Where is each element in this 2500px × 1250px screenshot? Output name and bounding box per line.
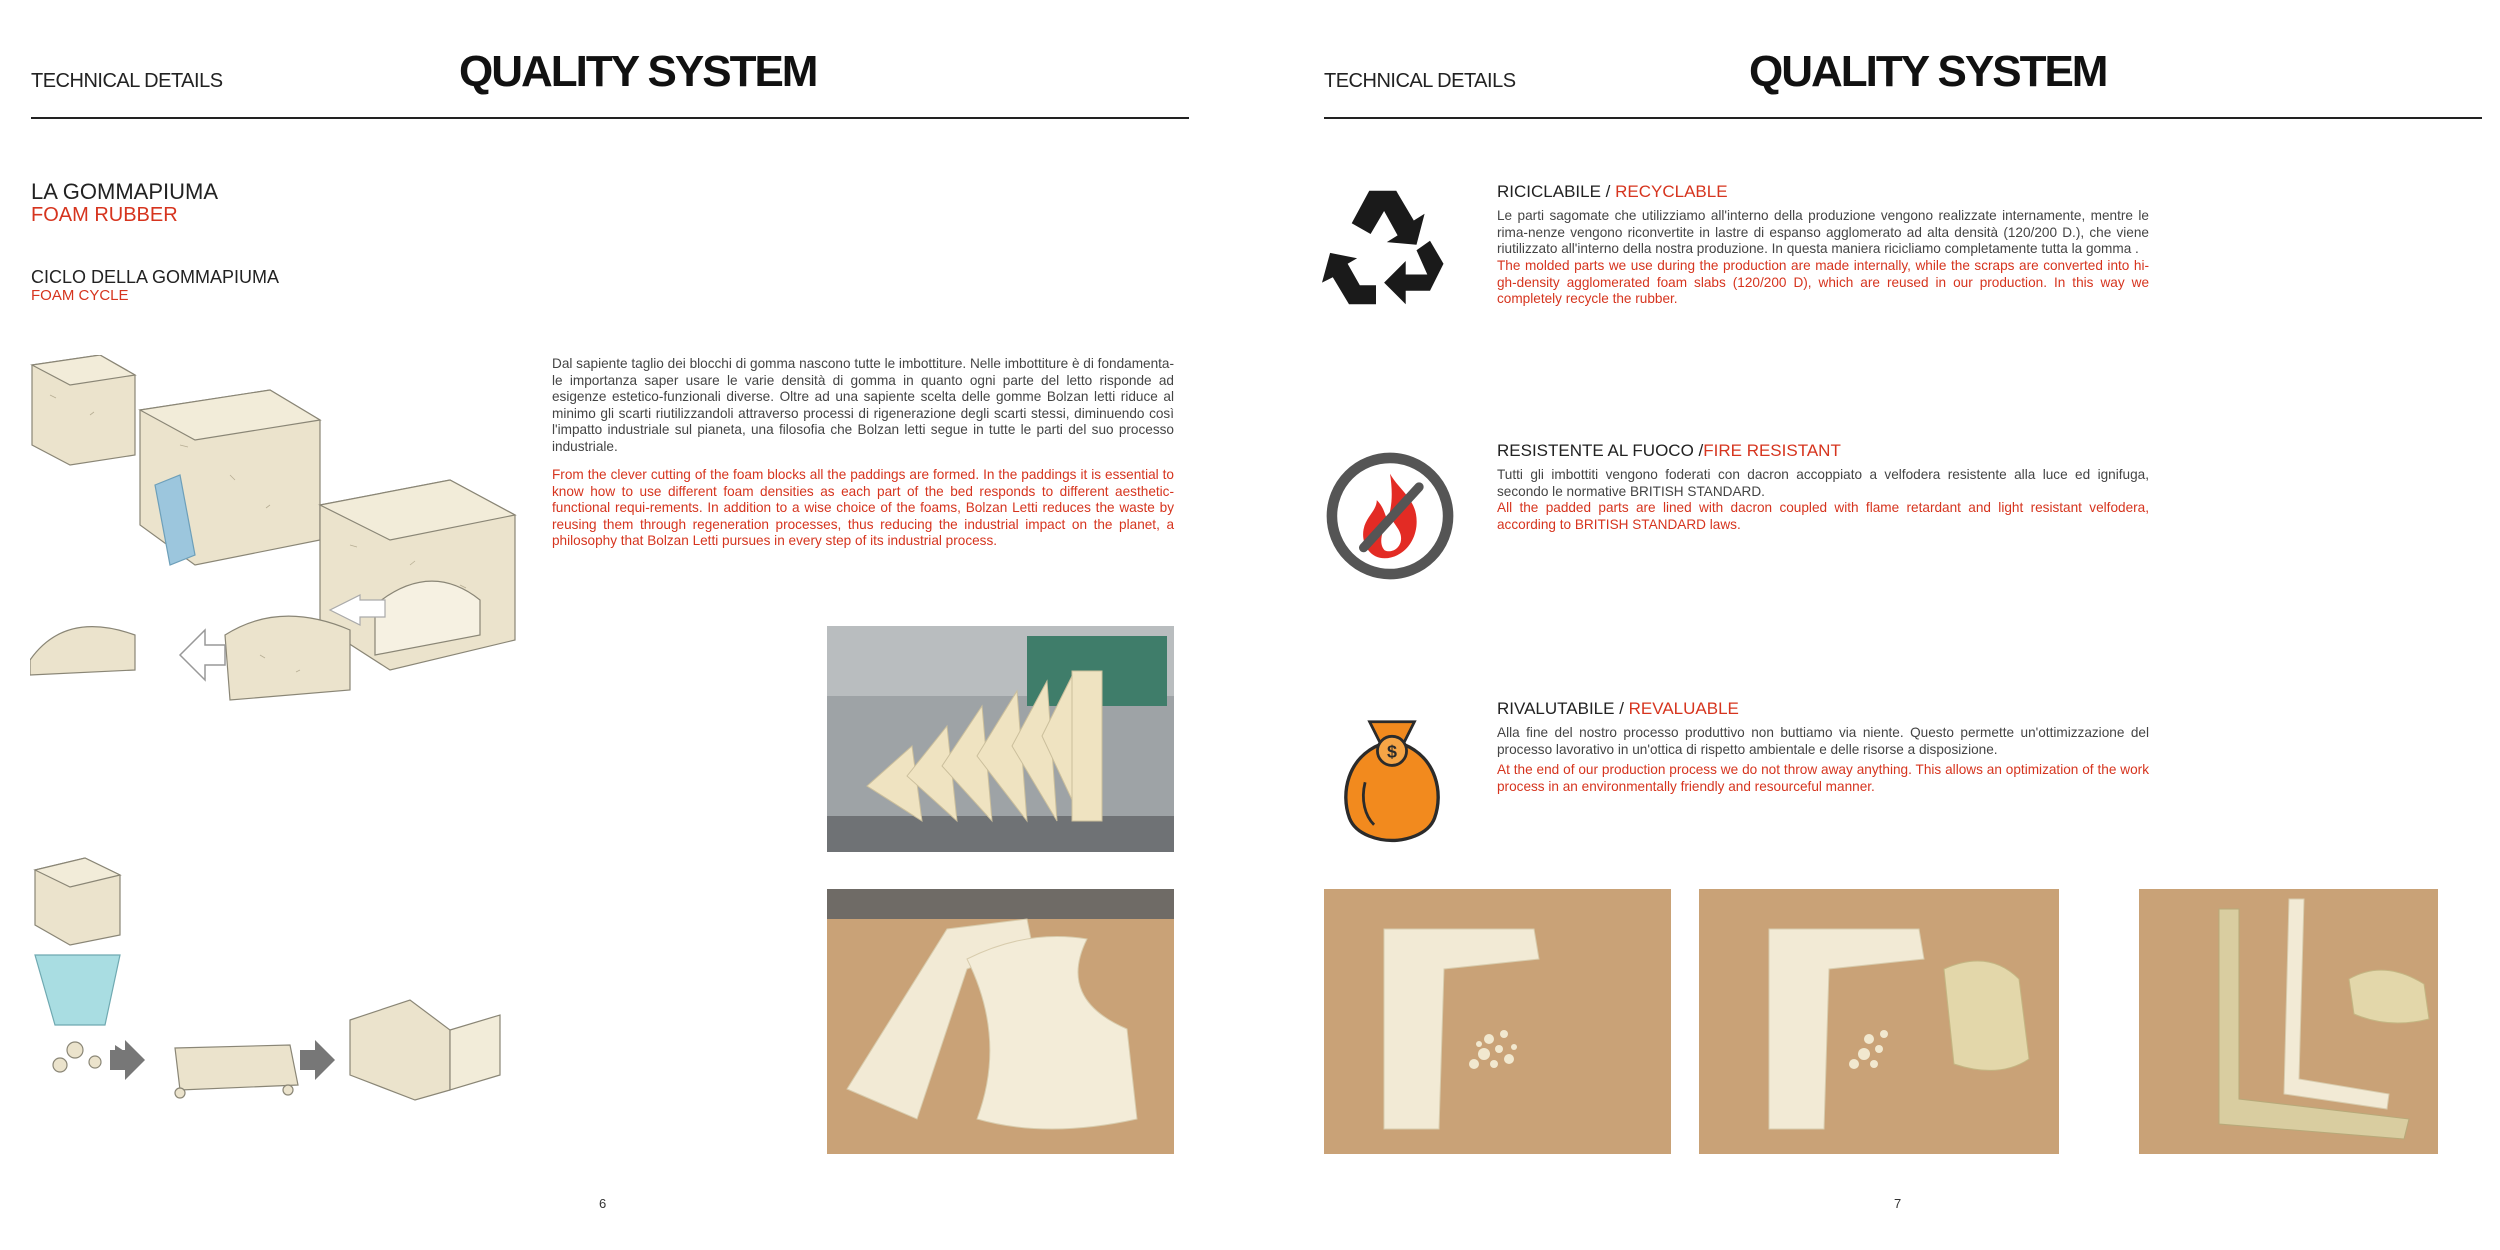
revaluable-title-it: RIVALUTABILE /: [1497, 699, 1629, 718]
foam-accordion-photo: [827, 626, 1174, 852]
header-rule-left: [31, 117, 1189, 119]
foam-body-it: Dal sapiente taglio dei blocchi di gomma nascono tutte le imbottiture. Nelle imbottiture è di fondamenta-le importanza saper usare le varie densità di gomma in quanto ogni parte del letto risponde ad esigenze estetico-funzionali diverse. Oltre ad una sapiente scelta delle gomme Bolzan letti riduce al minimo gli scarti riutilizzandoli attraverso processi di rigenerazione degli scarti stessi, diminuendo così l'impatto industriale sul pianeta, una filosofia che Bolzan letti segue in tutte le parti del suo processo industriale.: [552, 356, 1174, 454]
foam-scraps-photo-2: [1699, 889, 2059, 1154]
header-rule-right: [1324, 117, 2482, 119]
section-label-right: TECHNICAL DETAILS: [1324, 70, 1516, 92]
foam-regeneration-sketch: [30, 850, 510, 1130]
section-label-left: TECHNICAL DETAILS: [31, 70, 223, 92]
fire-resistant-title-it: RESISTENTE AL FUOCO /: [1497, 441, 1704, 460]
revaluable-body-it: Alla fine del nostro processo produttivo non buttiamo via niente. Questo permette un'ottimizzazione del processo lavorativo in un'ottica di rispetto ambientale e delle risorse a disposizione.: [1497, 725, 2149, 757]
recyclable-title-it: RICICLABILE /: [1497, 182, 1616, 201]
fire-resistant-body-it: Tutti gli imbottiti vengono foderati con dacron accoppiato a velfodera resistente alla luce ed ignifuga, secondo le normative BRITISH STANDARD.: [1497, 467, 2149, 499]
fire-resistant-body-en: All the padded parts are lined with dacron coupled with flame retardant and light resistant velfodera, according to BRITISH STANDARD laws.: [1497, 500, 2149, 532]
page-number-right: 7: [1894, 1196, 1902, 1211]
recyclable-body-it: Le parti sagomate che utilizziamo all'interno della produzione vengono realizzate internamente, mentre le rima-nenze vengono riconvertite in lastre di espanso agglomerato ad alta densità (120/200 D.), che viene riutilizzato all'interno della nostra produzione. In questa maniera ricicliamo completamente tutta la gomma .: [1497, 208, 2149, 256]
page-number-left: 6: [599, 1196, 607, 1211]
revaluable-body-en: At the end of our production process we do not throw away anything. This allows an optimization of the work process in an environmentally friendly and resourceful manner.: [1497, 762, 2149, 794]
revaluable-title: [1497, 699, 1739, 719]
revaluable-title-en: REVALUABLE: [1628, 699, 1739, 718]
foam-scraps-photo-1: [1324, 889, 1671, 1154]
recyclable-title-en: RECYCLABLE: [1615, 182, 1728, 201]
foam-heading-en: FOAM RUBBER: [31, 204, 178, 226]
molded-foam-photo: [827, 889, 1174, 1154]
money-bag-icon: [1336, 715, 1448, 845]
fire-resistant-title: [1497, 441, 1841, 461]
svg-text:$: $: [1387, 741, 1397, 762]
fire-resistant-icon: [1324, 450, 1456, 582]
recyclable-title: [1497, 182, 1728, 202]
recyclable-body-en: The molded parts we use during the production are made internally, while the scraps are converted into hi-gh-density agglomerated foam slabs (120/200 D), which are reused in our production. In this way we completely recycle the rubber.: [1497, 258, 2149, 306]
page-title-left: QUALITY SYSTEM: [459, 47, 817, 96]
fire-resistant-title-en: FIRE RESISTANT: [1703, 441, 1841, 460]
page-title-right: QUALITY SYSTEM: [1749, 47, 2107, 96]
foam-cycle-sketch: [30, 355, 520, 705]
foam-body-en: From the clever cutting of the foam blocks all the paddings are formed. In the paddings it is essential to know how to use different foam densities as each part of the bed responds to different aesthetic-functional requi-rements. In addition to a wise choice of the foams, Bolzan Letti reduces the waste by reusing them through regeneration processes, thus reducing the industrial impact on the planet, a philosophy that Bolzan Letti pursues in every step of its industrial process.: [552, 467, 1174, 548]
agglomerated-foam-photo: [2139, 889, 2438, 1154]
recycle-icon: [1322, 180, 1457, 315]
foam-cycle-heading-en: FOAM CYCLE: [31, 287, 129, 304]
foam-heading-it: LA GOMMAPIUMA: [31, 179, 219, 204]
foam-cycle-heading-it: CICLO DELLA GOMMAPIUMA: [31, 267, 280, 287]
